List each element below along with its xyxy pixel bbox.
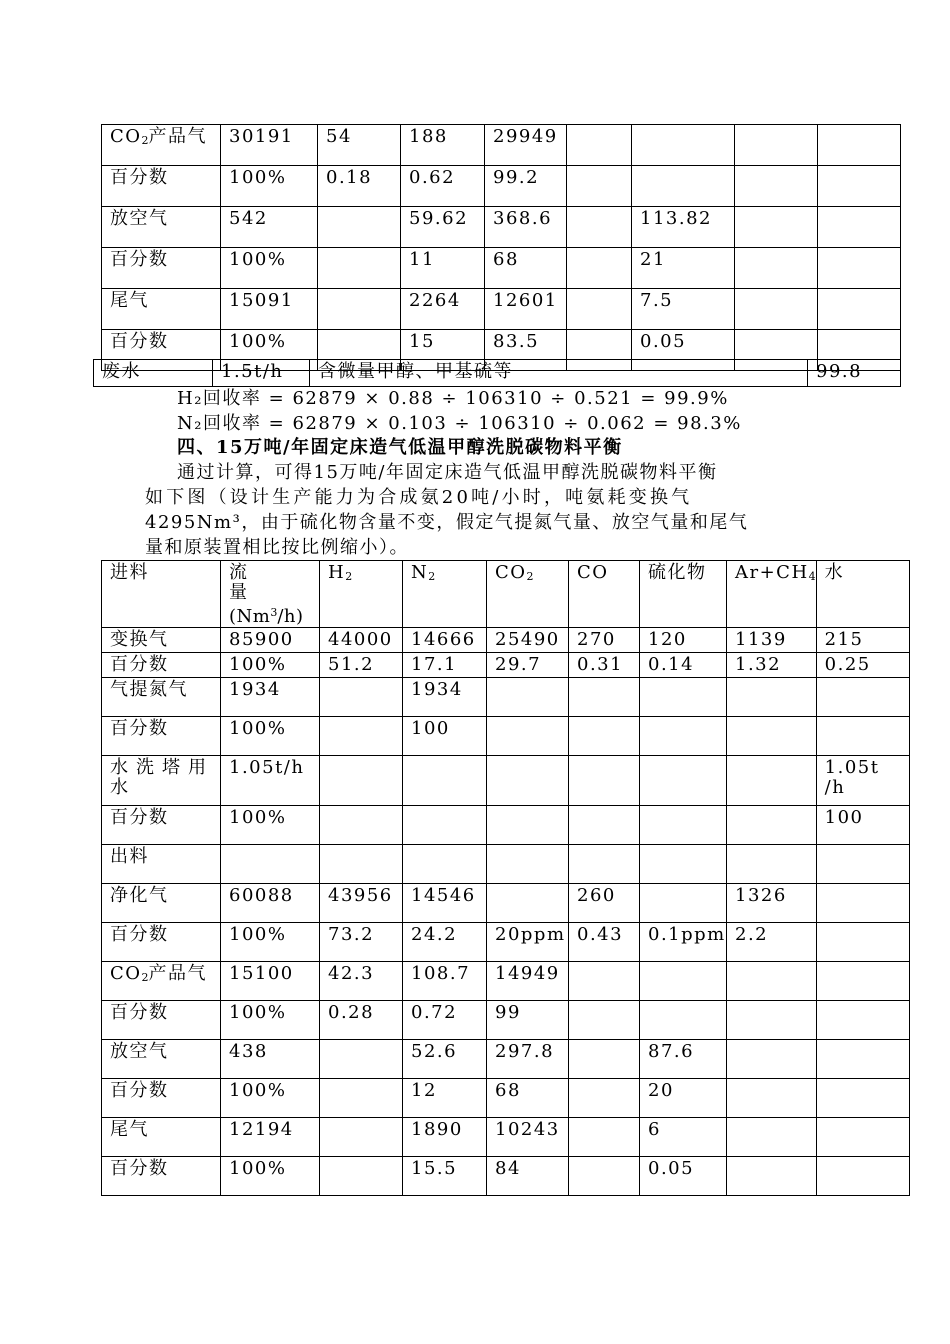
table-cell — [487, 884, 569, 923]
table-cell — [735, 207, 818, 248]
table-cell: 出料 — [102, 845, 221, 884]
table-cell: 20ppm — [487, 923, 569, 962]
column-header: 水 — [816, 561, 909, 628]
table-cell: 0.05 — [632, 330, 735, 371]
table-cell — [727, 678, 817, 717]
table-cell — [403, 845, 487, 884]
table-cell — [569, 756, 640, 806]
waste-water-row-table — [93, 359, 901, 387]
table-cell: 20 — [640, 1079, 727, 1118]
table-cell: 100% — [221, 806, 320, 845]
table-cell: 1934 — [403, 678, 487, 717]
table-cell — [816, 1040, 909, 1079]
table-cell: 百分数 — [102, 923, 221, 962]
table2-body — [102, 561, 910, 1196]
table-cell: 净化气 — [102, 884, 221, 923]
table-cell: 1139 — [727, 628, 817, 653]
table-cell: 1.05t /h — [816, 756, 909, 806]
table-cell: $CO_2$产品气 — [102, 125, 221, 166]
table-cell — [569, 717, 640, 756]
table-cell: 百分数 — [102, 653, 221, 678]
table-cell — [403, 756, 487, 806]
table-cell: 0.62 — [401, 166, 485, 207]
table-cell — [569, 1040, 640, 1079]
table-cell: 1934 — [221, 678, 320, 717]
paragraph-line-2: 如下图（设计生产能力为合成氨20吨/小时，吨氨耗变换气 — [145, 487, 693, 508]
table-cell: 52.6 — [403, 1040, 487, 1079]
table-row — [102, 653, 910, 678]
table-cell: 54 — [318, 125, 401, 166]
table-cell: 百分数 — [102, 330, 221, 371]
table-cell: 1.32 — [727, 653, 817, 678]
table-cell: 12194 — [221, 1118, 320, 1157]
table-cell: 25490 — [487, 628, 569, 653]
table-cell: 84 — [487, 1157, 569, 1196]
table-row — [102, 1040, 910, 1079]
table-cell: 7.5 — [632, 289, 735, 330]
table-cell: 59.62 — [401, 207, 485, 248]
table-cell: 68 — [487, 1079, 569, 1118]
paragraph-line-4: 量和原装置相比按比例缩小）。 — [145, 537, 409, 558]
table-cell — [816, 962, 909, 1001]
table-row — [94, 360, 901, 387]
table-cell — [569, 962, 640, 1001]
table-cell — [816, 1079, 909, 1118]
table-cell: 100% — [221, 717, 320, 756]
table-cell: 0.14 — [640, 653, 727, 678]
table-cell: 100% — [221, 1157, 320, 1196]
table-cell: 0.28 — [320, 1001, 403, 1040]
table-cell: 百分数 — [102, 1157, 221, 1196]
table-row — [102, 678, 910, 717]
table-cell: 百分数 — [102, 1079, 221, 1118]
table-cell — [816, 678, 909, 717]
table-cell: 1890 — [403, 1118, 487, 1157]
table-cell — [403, 806, 487, 845]
table-cell: 0.43 — [569, 923, 640, 962]
column-header: $CO_2$ — [487, 561, 569, 628]
table-cell: 297.8 — [487, 1040, 569, 1079]
table-cell: 43956 — [320, 884, 403, 923]
table-cell: 21 — [632, 248, 735, 289]
table-cell — [640, 678, 727, 717]
table-cell: 百分数 — [102, 166, 221, 207]
table-row — [102, 884, 910, 923]
table-cell: 1326 — [727, 884, 817, 923]
table-cell — [735, 125, 818, 166]
table-cell: 百分数 — [102, 248, 221, 289]
table-cell: 270 — [569, 628, 640, 653]
table-cell: 15.5 — [403, 1157, 487, 1196]
table1-body — [102, 125, 901, 371]
waste-water-desc: 含微量甲醇、甲基硫等 — [310, 360, 808, 387]
table-cell — [221, 845, 320, 884]
table-cell: 12601 — [485, 289, 567, 330]
table-cell: 0.1ppm — [640, 923, 727, 962]
table-cell — [816, 717, 909, 756]
table-cell: 0.31 — [569, 653, 640, 678]
table-cell: 100% — [221, 1001, 320, 1040]
table-cell — [816, 1001, 909, 1040]
table-cell: 99.2 — [485, 166, 567, 207]
table-row — [102, 1001, 910, 1040]
table-cell — [569, 1157, 640, 1196]
table-cell — [487, 756, 569, 806]
table-cell: 100% — [221, 923, 320, 962]
table-cell — [818, 166, 901, 207]
table-cell: 215 — [816, 628, 909, 653]
table-cell: 85900 — [221, 628, 320, 653]
table-cell: 83.5 — [485, 330, 567, 371]
table-cell — [816, 884, 909, 923]
table-cell: 放空气 — [102, 1040, 221, 1079]
table-cell: 51.2 — [320, 653, 403, 678]
table-cell: 100% — [221, 166, 318, 207]
table-cell — [816, 1157, 909, 1196]
table-cell — [735, 289, 818, 330]
table-cell: 6 — [640, 1118, 727, 1157]
table-cell: 15091 — [221, 289, 318, 330]
table-cell — [727, 1079, 817, 1118]
table-cell: 29949 — [485, 125, 567, 166]
table-cell: 368.6 — [485, 207, 567, 248]
table-cell: 438 — [221, 1040, 320, 1079]
table-cell: 11 — [401, 248, 485, 289]
table-row — [102, 207, 901, 248]
table-cell — [727, 845, 817, 884]
column-header: $Ar+CH_4$ — [727, 561, 817, 628]
column-header: 硫化物 — [640, 561, 727, 628]
table-row — [102, 845, 910, 884]
waste-water-name: 废水 — [94, 360, 213, 387]
table-cell — [320, 1040, 403, 1079]
table-cell — [320, 806, 403, 845]
table-cell — [569, 1118, 640, 1157]
table-cell — [320, 1079, 403, 1118]
table-cell — [816, 845, 909, 884]
table-cell — [567, 166, 632, 207]
table-cell: 10243 — [487, 1118, 569, 1157]
table-cell: 0.18 — [318, 166, 401, 207]
table-cell — [569, 678, 640, 717]
column-header: CO — [569, 561, 640, 628]
table-cell: 百分数 — [102, 806, 221, 845]
table-cell: 30191 — [221, 125, 318, 166]
table-row — [102, 923, 910, 962]
table-cell — [320, 717, 403, 756]
table-cell: 260 — [569, 884, 640, 923]
table-cell — [640, 756, 727, 806]
table-cell: 百分数 — [102, 717, 221, 756]
table-cell — [727, 1001, 817, 1040]
table-cell: 108.7 — [403, 962, 487, 1001]
table-cell — [567, 125, 632, 166]
column-header: 流 量 (Nm$^3$/h) — [221, 561, 320, 628]
table-cell — [487, 678, 569, 717]
table-cell: 尾气 — [102, 289, 221, 330]
table-cell: 水洗塔用水 — [102, 756, 221, 806]
table-cell: 44000 — [320, 628, 403, 653]
table-cell — [318, 289, 401, 330]
table-cell: 0.72 — [403, 1001, 487, 1040]
column-header: $H_2$ — [320, 561, 403, 628]
table-cell: 100% — [221, 1079, 320, 1118]
table-cell — [816, 1118, 909, 1157]
waste-water-flow: 1.5t/h — [213, 360, 310, 387]
table-cell: 99 — [487, 1001, 569, 1040]
table-cell: 542 — [221, 207, 318, 248]
table-cell — [320, 678, 403, 717]
table-cell — [320, 845, 403, 884]
table-row — [102, 1079, 910, 1118]
table-cell — [727, 717, 817, 756]
table-cell: 100 — [403, 717, 487, 756]
table-row — [102, 806, 910, 845]
table-cell — [567, 207, 632, 248]
n2-recovery-formula: N₂回收率 = 62879 × 0.103 ÷ 106310 ÷ 0.062 = 98.3% — [177, 413, 742, 434]
table-cell: 113.82 — [632, 207, 735, 248]
table-cell — [487, 806, 569, 845]
table-cell: 24.2 — [403, 923, 487, 962]
table-cell: 2.2 — [727, 923, 817, 962]
table-cell: 29.7 — [487, 653, 569, 678]
table-row — [102, 1157, 910, 1196]
table-cell — [735, 248, 818, 289]
table-cell — [727, 1040, 817, 1079]
table-cell: 42.3 — [320, 962, 403, 1001]
table-cell: 尾气 — [102, 1118, 221, 1157]
table-cell: 73.2 — [320, 923, 403, 962]
table-cell: 放空气 — [102, 207, 221, 248]
table-cell — [567, 289, 632, 330]
table-cell — [727, 756, 817, 806]
table-cell — [727, 1118, 817, 1157]
table-cell: 60088 — [221, 884, 320, 923]
table-cell: 17.1 — [403, 653, 487, 678]
table-cell — [569, 1079, 640, 1118]
table-row — [102, 1118, 910, 1157]
table-cell — [487, 717, 569, 756]
table-cell: 100 — [816, 806, 909, 845]
h2-recovery-formula: H₂回收率 = 62879 × 0.88 ÷ 106310 ÷ 0.521 = 99.9% — [177, 388, 729, 409]
table-row — [102, 962, 910, 1001]
table-header-row — [102, 561, 910, 628]
table-cell — [735, 166, 818, 207]
paragraph-line-1: 通过计算，可得15万吨/年固定床造气低温甲醇洗脱碳物料平衡 — [177, 462, 718, 483]
table-row — [102, 166, 901, 207]
table-cell: 12 — [403, 1079, 487, 1118]
waste-water-water: 99.8 — [808, 360, 901, 387]
table-cell: 1.05t/h — [221, 756, 320, 806]
table-row — [102, 717, 910, 756]
table-cell: 变换气 — [102, 628, 221, 653]
table-cell — [320, 1157, 403, 1196]
table-cell — [640, 1001, 727, 1040]
table-row — [102, 756, 910, 806]
column-header: 进料 — [102, 561, 221, 628]
table-row — [102, 125, 901, 166]
table-cell — [816, 923, 909, 962]
table-cell — [640, 806, 727, 845]
table-cell: 百分数 — [102, 1001, 221, 1040]
table-cell: 68 — [485, 248, 567, 289]
column-header: $N_2$ — [403, 561, 487, 628]
table-cell: 0.25 — [816, 653, 909, 678]
section-title: 四、15万吨/年固定床造气低温甲醇洗脱碳物料平衡 — [177, 437, 623, 458]
table-cell — [818, 289, 901, 330]
table-cell — [640, 845, 727, 884]
table-cell — [487, 845, 569, 884]
table-cell — [640, 962, 727, 1001]
table-cell: 14666 — [403, 628, 487, 653]
table-cell — [727, 806, 817, 845]
table-row — [102, 248, 901, 289]
table-cell: 188 — [401, 125, 485, 166]
table-cell — [640, 884, 727, 923]
table-cell — [569, 845, 640, 884]
table-cell: 15100 — [221, 962, 320, 1001]
table-cell — [818, 248, 901, 289]
table-cell — [569, 1001, 640, 1040]
material-balance-table — [101, 560, 910, 1196]
table-cell — [818, 125, 901, 166]
table-cell — [727, 962, 817, 1001]
table-cell — [640, 717, 727, 756]
table-cell: 2264 — [401, 289, 485, 330]
paragraph-line-3: 4295Nm³，由于硫化物含量不变，假定气提氮气量、放空气量和尾气 — [145, 512, 749, 533]
table-cell — [320, 1118, 403, 1157]
table-cell — [632, 166, 735, 207]
table-cell — [727, 1157, 817, 1196]
table-cell — [567, 248, 632, 289]
table-cell: 100% — [221, 653, 320, 678]
table-row — [102, 289, 901, 330]
table-row — [102, 628, 910, 653]
material-balance-table-continued — [101, 124, 901, 371]
table-cell: 14546 — [403, 884, 487, 923]
table-cell — [318, 248, 401, 289]
table-cell: 87.6 — [640, 1040, 727, 1079]
table-cell: 100% — [221, 248, 318, 289]
table-cell — [818, 207, 901, 248]
table-cell: 气提氮气 — [102, 678, 221, 717]
table-cell: 14949 — [487, 962, 569, 1001]
table-cell — [320, 756, 403, 806]
table-cell: 15 — [401, 330, 485, 371]
table-cell: 100% — [221, 330, 318, 371]
table-cell — [632, 125, 735, 166]
table-cell: 120 — [640, 628, 727, 653]
table-cell — [318, 207, 401, 248]
table-cell — [569, 806, 640, 845]
table-cell: $CO_2$产品气 — [102, 962, 221, 1001]
table-cell: 0.05 — [640, 1157, 727, 1196]
